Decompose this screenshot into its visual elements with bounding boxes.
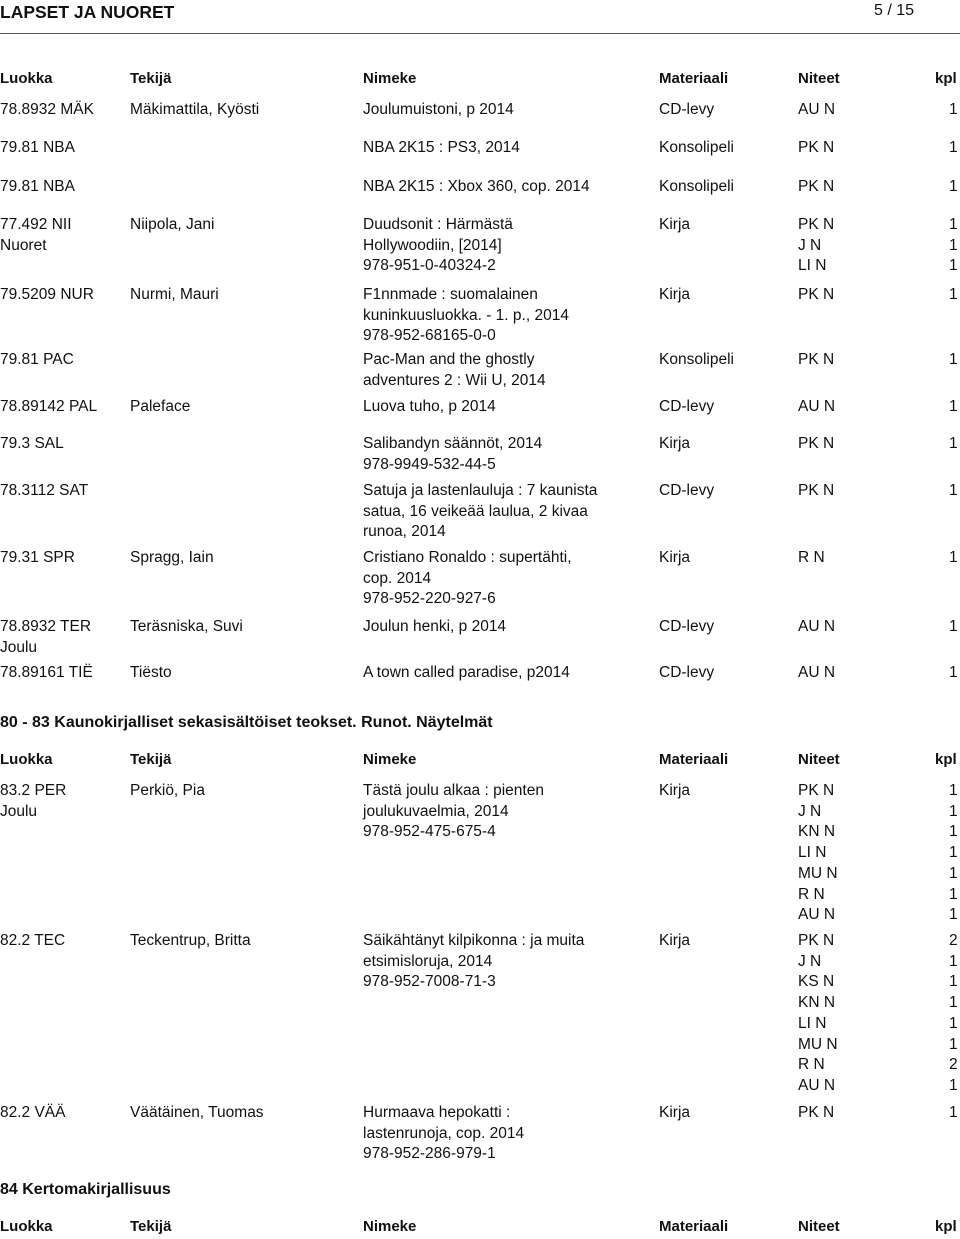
row-nide-count: 1 bbox=[949, 257, 958, 275]
row-nide-location: AU N bbox=[798, 664, 836, 681]
col-header-kpl: kpl bbox=[935, 70, 957, 87]
row-luokka: 78.89142 PAL bbox=[0, 398, 98, 415]
row-nimeke: cop. 2014 bbox=[363, 569, 432, 587]
row-nide-location: AU N bbox=[798, 398, 836, 415]
row-nimeke: Luova tuho, p 2014 bbox=[363, 398, 496, 415]
row-nimeke: Tästä joulu alkaa : pienten bbox=[363, 782, 544, 799]
row-nide-count: 1 bbox=[949, 994, 958, 1012]
row-luokka: 79.31 SPR bbox=[0, 549, 75, 566]
col-header-kpl: kpl bbox=[935, 1218, 957, 1235]
row-nide-count: 1 bbox=[949, 398, 958, 415]
row-nimeke: 978-952-7008-71-3 bbox=[363, 973, 496, 991]
row-nide-location: J N bbox=[798, 236, 822, 254]
row-nide-location: KN N bbox=[798, 823, 836, 841]
row-nide-count: 1 bbox=[949, 178, 958, 195]
row-materiaali: Konsolipeli bbox=[659, 178, 734, 195]
row-luokka: 82.2 TEC bbox=[0, 932, 66, 949]
header-divider bbox=[0, 33, 960, 34]
row-nide-count: 1 bbox=[949, 864, 958, 882]
row-materiaali: Kirja bbox=[659, 216, 691, 233]
row-tekija: Tiësto bbox=[130, 664, 172, 681]
row-nimeke: etsimisloruja, 2014 bbox=[363, 952, 493, 970]
col-header-tekija: Tekijä bbox=[130, 751, 172, 768]
row-nide-count: 1 bbox=[949, 139, 958, 156]
row-nimeke: Joulun henki, p 2014 bbox=[363, 618, 507, 635]
col-header-nimeke: Nimeke bbox=[363, 1218, 417, 1235]
row-materiaali: Kirja bbox=[659, 782, 691, 799]
row-luokka: 78.89161 TIË bbox=[0, 664, 93, 681]
row-nide-count: 2 bbox=[949, 932, 958, 949]
row-tekija: Väätäinen, Tuomas bbox=[130, 1104, 264, 1121]
row-materiaali: CD-levy bbox=[659, 618, 715, 635]
row-nide-count: 1 bbox=[949, 782, 958, 799]
page-title: LAPSET JA NUORET bbox=[0, 2, 175, 22]
col-header-tekija: Tekijä bbox=[130, 70, 172, 87]
row-nide-location: AU N bbox=[798, 618, 836, 635]
col-header-luokka: Luokka bbox=[0, 1218, 53, 1235]
row-nide-location: J N bbox=[798, 952, 822, 970]
row-nide-count: 1 bbox=[949, 482, 958, 499]
row-nimeke: Hollywoodiin, [2014] bbox=[363, 236, 502, 254]
row-materiaali: Konsolipeli bbox=[659, 139, 734, 156]
section-title: 80 - 83 Kaunokirjalliset sekasisältöiset teokset. Runot. Näytelmät bbox=[0, 714, 493, 731]
row-luokka: Joulu bbox=[0, 638, 38, 656]
row-nide-location: KS N bbox=[798, 973, 835, 991]
row-nide-count: 1 bbox=[949, 549, 958, 566]
row-luokka: 79.81 PAC bbox=[0, 351, 74, 368]
row-luokka: 79.81 NBA bbox=[0, 178, 75, 195]
row-nimeke: 978-952-220-927-6 bbox=[363, 590, 496, 608]
row-nide-location: PK N bbox=[798, 435, 835, 452]
row-nide-location: LI N bbox=[798, 844, 827, 862]
row-nide-count: 1 bbox=[949, 1035, 958, 1053]
row-nide-count: 1 bbox=[949, 216, 958, 233]
row-tekija: Spragg, Iain bbox=[130, 549, 214, 566]
row-nimeke: 978-952-286-979-1 bbox=[363, 1145, 496, 1163]
row-materiaali: Konsolipeli bbox=[659, 351, 734, 368]
row-tekija: Mäkimattila, Kyösti bbox=[130, 101, 260, 118]
col-header-kpl: kpl bbox=[935, 751, 957, 768]
row-nide-count: 1 bbox=[949, 973, 958, 991]
row-nimeke: 978-952-475-675-4 bbox=[363, 823, 496, 841]
row-nide-location: PK N bbox=[798, 216, 835, 233]
col-header-niteet: Niteet bbox=[798, 70, 840, 87]
row-nide-location: R N bbox=[798, 1056, 825, 1074]
col-header-materiaali: Materiaali bbox=[659, 751, 729, 768]
row-materiaali: CD-levy bbox=[659, 398, 715, 415]
col-header-nimeke: Nimeke bbox=[363, 70, 417, 87]
row-nimeke: Joulumuistoni, p 2014 bbox=[363, 101, 514, 118]
row-nide-count: 1 bbox=[949, 1104, 958, 1121]
row-nide-location: R N bbox=[798, 549, 825, 566]
row-nimeke: adventures 2 : Wii U, 2014 bbox=[363, 371, 546, 389]
row-nide-location: MU N bbox=[798, 864, 838, 882]
row-nide-count: 1 bbox=[949, 802, 958, 820]
row-luokka: 83.2 PER bbox=[0, 782, 67, 799]
row-materiaali: Kirja bbox=[659, 286, 691, 303]
col-header-materiaali: Materiaali bbox=[659, 70, 729, 87]
row-nide-count: 1 bbox=[949, 286, 958, 303]
row-tekija: Perkiö, Pia bbox=[130, 782, 205, 799]
row-nimeke: A town called paradise, p2014 bbox=[363, 664, 570, 681]
row-nide-location: PK N bbox=[798, 139, 835, 156]
row-luokka: 78.3112 SAT bbox=[0, 482, 89, 499]
row-nide-count: 1 bbox=[949, 906, 958, 924]
row-nide-location: KN N bbox=[798, 994, 836, 1012]
row-nide-location: MU N bbox=[798, 1035, 838, 1053]
row-nide-location: PK N bbox=[798, 286, 835, 303]
row-luokka: 79.81 NBA bbox=[0, 139, 75, 156]
row-materiaali: Kirja bbox=[659, 549, 691, 566]
row-nimeke: 978-9949-532-44-5 bbox=[363, 455, 496, 473]
row-nide-count: 1 bbox=[949, 618, 958, 635]
row-nide-location: AU N bbox=[798, 101, 836, 118]
row-nimeke: Salibandyn säännöt, 2014 bbox=[363, 435, 543, 452]
row-nimeke: F1nnmade : suomalainen bbox=[363, 286, 538, 303]
row-luokka: 79.5209 NUR bbox=[0, 286, 94, 303]
row-luokka: 77.492 NII bbox=[0, 216, 72, 233]
row-nimeke: Pac-Man and the ghostly bbox=[363, 351, 535, 368]
row-nide-count: 1 bbox=[949, 844, 958, 862]
row-tekija: Nurmi, Mauri bbox=[130, 286, 219, 303]
row-nide-count: 1 bbox=[949, 885, 958, 903]
row-nide-location: PK N bbox=[798, 1104, 835, 1121]
row-nide-count: 1 bbox=[949, 351, 958, 368]
row-luokka: Joulu bbox=[0, 802, 38, 820]
row-nide-count: 1 bbox=[949, 664, 958, 681]
row-materiaali: Kirja bbox=[659, 435, 691, 452]
row-luokka: 79.3 SAL bbox=[0, 435, 64, 452]
col-header-nimeke: Nimeke bbox=[363, 751, 417, 768]
row-nide-count: 1 bbox=[949, 952, 958, 970]
row-nide-location: PK N bbox=[798, 782, 835, 799]
row-nide-location: PK N bbox=[798, 351, 835, 368]
row-nimeke: Satuja ja lastenlauluja : 7 kaunista bbox=[363, 482, 598, 499]
page-number: 5 / 15 bbox=[874, 2, 915, 19]
row-nimeke: NBA 2K15 : Xbox 360, cop. 2014 bbox=[363, 178, 590, 195]
row-nimeke: NBA 2K15 : PS3, 2014 bbox=[363, 139, 520, 156]
col-header-niteet: Niteet bbox=[798, 1218, 840, 1235]
row-nimeke: Cristiano Ronaldo : supertähti, bbox=[363, 549, 572, 566]
col-header-luokka: Luokka bbox=[0, 751, 53, 768]
col-header-materiaali: Materiaali bbox=[659, 1218, 729, 1235]
col-header-luokka: Luokka bbox=[0, 70, 53, 87]
row-nide-location: LI N bbox=[798, 257, 827, 275]
row-nide-location: AU N bbox=[798, 906, 836, 924]
row-nide-count: 2 bbox=[949, 1056, 958, 1074]
row-materiaali: CD-levy bbox=[659, 101, 715, 118]
row-nide-count: 1 bbox=[949, 823, 958, 841]
row-nimeke: runoa, 2014 bbox=[363, 523, 446, 541]
section-title: 84 Kertomakirjallisuus bbox=[0, 1181, 171, 1198]
row-nide-location: J N bbox=[798, 802, 822, 820]
row-nimeke: Duudsonit : Härmästä bbox=[363, 216, 513, 233]
row-luokka: Nuoret bbox=[0, 236, 47, 254]
row-nimeke: joulukuvaelmia, 2014 bbox=[363, 802, 509, 820]
col-header-tekija: Tekijä bbox=[130, 1218, 172, 1235]
row-materiaali: CD-levy bbox=[659, 482, 715, 499]
row-luokka: 82.2 VÄÄ bbox=[0, 1104, 66, 1121]
row-nide-count: 1 bbox=[949, 1076, 958, 1094]
row-nide-location: AU N bbox=[798, 1076, 836, 1094]
col-header-niteet: Niteet bbox=[798, 751, 840, 768]
row-tekija: Paleface bbox=[130, 398, 191, 415]
row-nimeke: Hurmaava hepokatti : bbox=[363, 1104, 511, 1121]
row-tekija: Niipola, Jani bbox=[130, 216, 215, 233]
row-nide-count: 1 bbox=[949, 435, 958, 452]
row-nimeke: lastenrunoja, cop. 2014 bbox=[363, 1124, 525, 1142]
row-materiaali: Kirja bbox=[659, 932, 691, 949]
row-nide-location: PK N bbox=[798, 482, 835, 499]
row-nimeke: Säikähtänyt kilpikonna : ja muita bbox=[363, 932, 585, 949]
row-nide-location: LI N bbox=[798, 1014, 827, 1032]
row-nide-count: 1 bbox=[949, 101, 958, 118]
row-tekija: Teräsniska, Suvi bbox=[130, 618, 243, 635]
row-luokka: 78.8932 MÄK bbox=[0, 101, 94, 118]
row-nimeke: 978-952-68165-0-0 bbox=[363, 327, 496, 345]
row-tekija: Teckentrup, Britta bbox=[130, 932, 251, 949]
row-nide-count: 1 bbox=[949, 1014, 958, 1032]
row-nimeke: kuninkuusluokka. - 1. p., 2014 bbox=[363, 306, 569, 324]
row-materiaali: CD-levy bbox=[659, 664, 715, 681]
row-nide-count: 1 bbox=[949, 236, 958, 254]
row-nide-location: PK N bbox=[798, 178, 835, 195]
row-nide-location: PK N bbox=[798, 932, 835, 949]
row-nimeke: 978-951-0-40324-2 bbox=[363, 257, 496, 275]
row-nide-location: R N bbox=[798, 885, 825, 903]
row-materiaali: Kirja bbox=[659, 1104, 691, 1121]
row-luokka: 78.8932 TER bbox=[0, 618, 92, 635]
row-nimeke: satua, 16 veikeää laulua, 2 kivaa bbox=[363, 502, 588, 520]
